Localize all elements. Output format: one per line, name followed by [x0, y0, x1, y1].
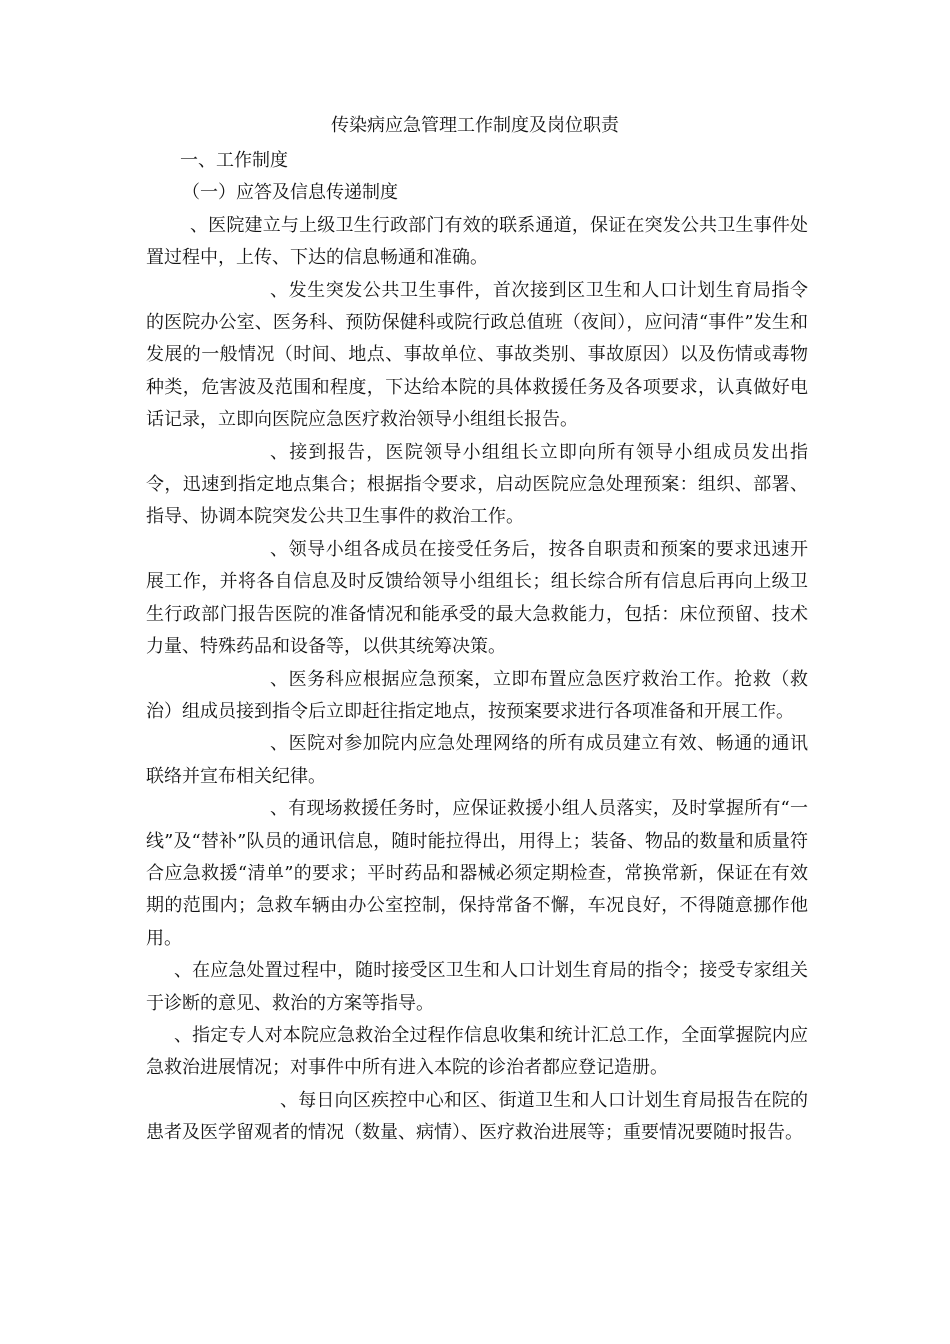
paragraph-6: 、医院对参加院内应急处理网络的所有成员建立有效、畅通的通讯联络并宣布相关纪律。	[146, 733, 808, 787]
section-heading: 一、工作制度	[180, 150, 288, 171]
paragraph-4: 、领导小组各成员在接受任务后，按各自职责和预案的要求迅速开展工作，并将各自信息及时反馈给领导小组组长；组长综合所有信息后再向上级卫生行政部门报告医院的准备情况和能承受的最大急救能力，包括：床位预留、技术力量、特殊药品和设备等，以供其统筹决策。	[146, 538, 808, 658]
paragraph-2: 、发生突发公共卫生事件，首次接到区卫生和人口计划生育局指令的医院办公室、医务科、预防保健科或院行政总值班（夜间），应问清“事件”发生和发展的一般情况（时间、地点、事故单位、事故类别、事故原因）以及伤情或毒物种类，危害波及范围和程度，下达给本院的具体救援任务及各项要求，认真做好电话记录，立即向医院应急医疗救治领导小组组长报告。	[146, 279, 808, 431]
subsection-heading: （一）应答及信息传递制度	[182, 182, 398, 204]
paragraph-1: 、医院建立与上级卫生行政部门有效的联系通道，保证在突发公共卫生事件处置过程中，上传、下达的信息畅通和准确。	[146, 214, 808, 269]
document-title: 传染病应急管理工作制度及岗位职责	[331, 115, 619, 136]
paragraph-10: 、每日向区疾控中心和区、街道卫生和人口计划生育局报告在院的患者及医学留观者的情况（数量、病情）、医疗救治进展等；重要情况要随时报告。	[146, 1089, 808, 1144]
paragraph-5: 、医务科应根据应急预案，立即布置应急医疗救治工作。抢救（救治）组成员接到指令后立即赶往指定地点，按预案要求进行各项准备和开展工作。	[146, 668, 808, 722]
paragraph-9: 、指定专人对本院应急救治全过程作信息收集和统计汇总工作，全面掌握院内应急救治进展情况；对事件中所有进入本院的诊治者都应登记造册。	[146, 1024, 808, 1079]
paragraph-8: 、在应急处置过程中，随时接受区卫生和人口计划生育局的指令；接受专家组关于诊断的意见、救治的方案等指导。	[146, 960, 808, 1014]
paragraph-7: 、有现场救援任务时，应保证救援小组人员落实，及时掌握所有“一线”及“替补”队员的通讯信息，随时能拉得出，用得上；装备、物品的数量和质量符合应急救援“清单”的要求；平时药品和器械必须定期检查，常换常新，保证在有效期的范围内；急救车辆由办公室控制，保持常备不懈，车况良好，不得随意挪作他用。	[146, 798, 808, 949]
document-body	[146, 145, 808, 1150]
paragraph-3: 、接到报告，医院领导小组组长立即向所有领导小组成员发出指令，迅速到指定地点集合；根据指令要求，启动医院应急处理预案：组织、部署、指导、协调本院突发公共卫生事件的救治工作。	[146, 441, 808, 528]
